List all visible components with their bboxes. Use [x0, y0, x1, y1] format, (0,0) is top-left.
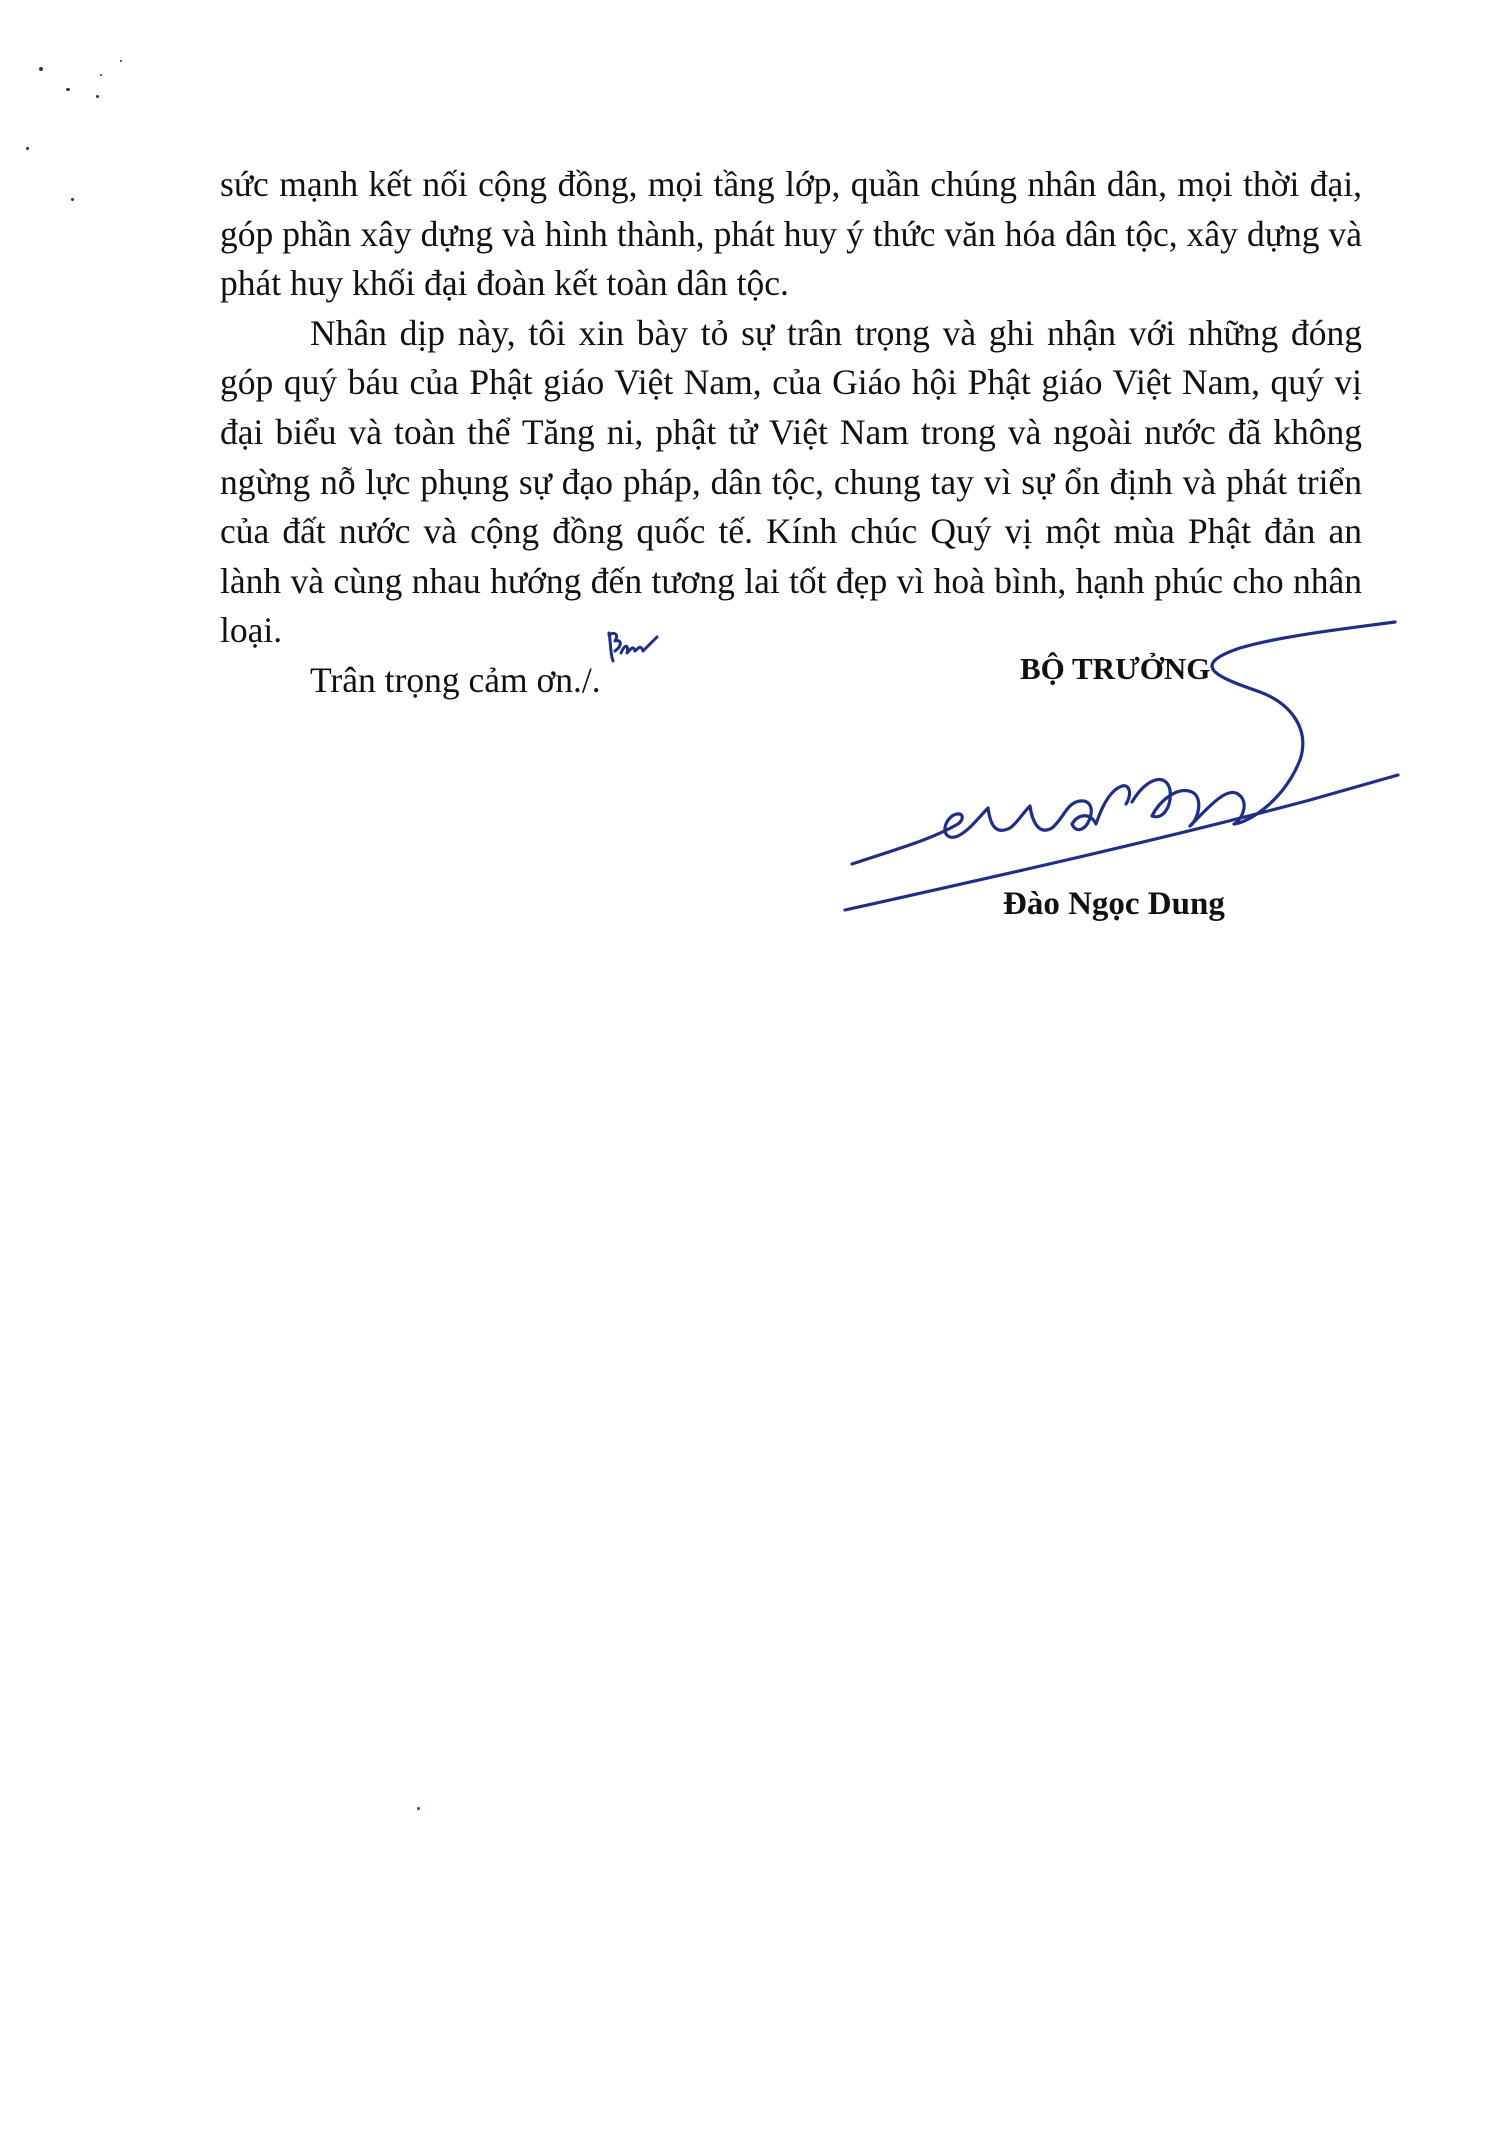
scan-speck [26, 147, 29, 150]
handwritten-signature [840, 610, 1400, 920]
scan-speck [71, 198, 74, 201]
scan-speck [96, 95, 99, 98]
scan-speck [66, 88, 70, 91]
scan-speck [120, 60, 122, 62]
initials-mark [605, 625, 665, 665]
body-paragraph: Nhân dịp này, tôi xin bày tỏ sự trân trọng và ghi nhận với những đóng góp quý báu của Phật giáo Việt Nam, của Giáo hội Phật giáo Việt Nam, quý vị đại biểu và toàn thể Tăng ni, phật tử Việt Nam trong và ngoài nước đã không ngừng nỗ lực phụng sự đạo pháp, dân tộc, chung tay vì sự ổn định và phát triển của đất nước và cộng đồng quốc tế. Kính chúc Quý vị một mùa Phật đản an lành và cùng nhau hướng đến tương lai tốt đẹp vì hoà bình, hạnh phúc cho nhân loại. [220, 312, 1362, 651]
scan-speck [417, 1807, 420, 1810]
signatory-title: BỘ TRƯỞNG [1020, 651, 1211, 686]
body-paragraph: sức mạnh kết nối cộng đồng, mọi tầng lớp, quần chúng nhân dân, mọi thời đại, góp phần xây dựng và hình thành, phát huy ý thức văn hóa dân tộc, xây dựng và phát huy khối đại đoàn kết toàn dân tộc. [220, 164, 1362, 304]
signatory-name: Đào Ngọc Dung [1003, 886, 1225, 922]
scan-speck [100, 74, 102, 76]
closing-line: Trân trọng cảm ơn./. [310, 659, 601, 700]
scan-speck [39, 67, 43, 71]
